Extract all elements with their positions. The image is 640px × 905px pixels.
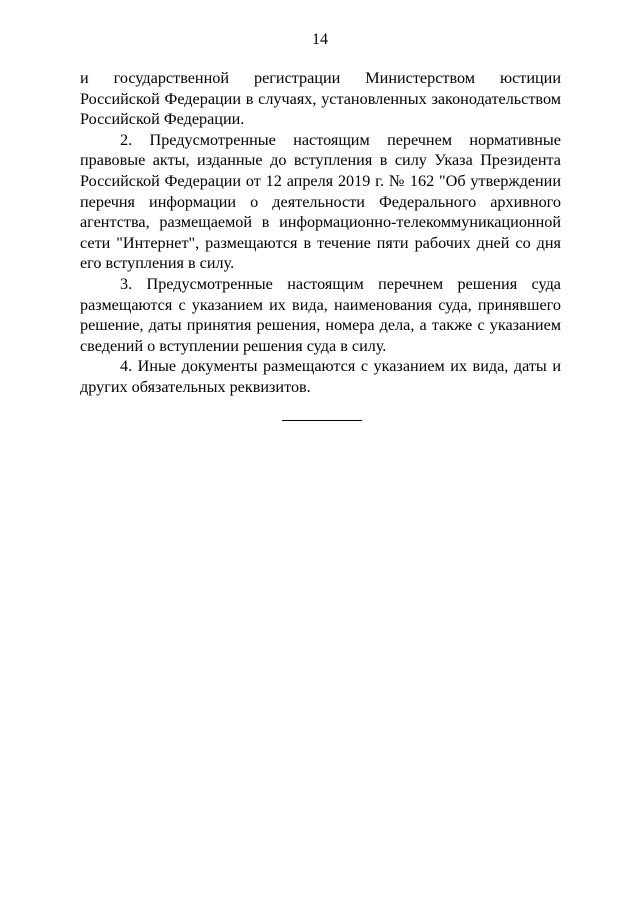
paragraph-item-4: 4. Иные документы размещаются с указанием их вида, даты и других обязательных реквизитов. [80, 357, 561, 396]
paragraph-item-3: 3. Предусмотренные настоящим перечнем решения суда размещаются с указанием их вида, наименования суда, принявшего решение, даты принятия решения, номера дела, а также с указанием сведений о вступлении решения суда в силу. [80, 274, 561, 355]
document-body [80, 68, 561, 398]
end-divider-line [282, 420, 362, 421]
page-number: 14 [312, 31, 328, 48]
paragraph-item-2: 2. Предусмотренные настоящим перечнем нормативные правовые акты, изданные до вступления в силу Указа Президента Российской Федерации от 12 апреля 2019 г. № 162 "Об утверждении перечня информации о деятельности Федерального архивного агентства, размещаемой в информационно-телекоммуникационной сети "Интернет", размещаются в течение пяти рабочих дней со дня его вступления в силу. [80, 130, 561, 273]
paragraph-continuation: и государственной регистрации Министерством юстиции Российской Федерации в случаях, установленных законодательством Российской Федерации. [80, 69, 561, 129]
